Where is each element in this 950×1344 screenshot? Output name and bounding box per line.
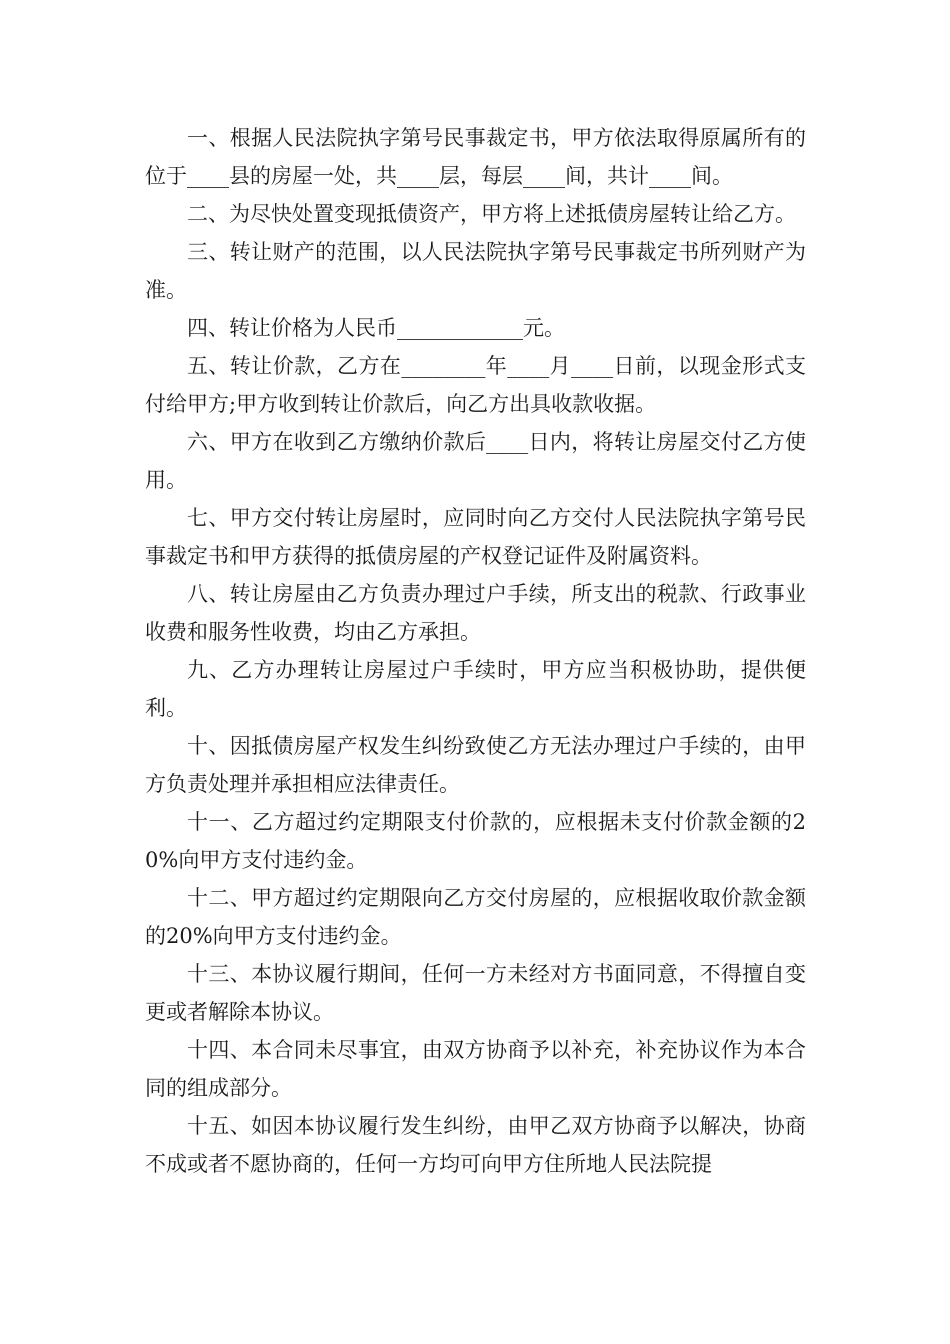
clause-15: 十五、如因本协议履行发生纠纷，由甲乙双方协商予以解决，协商不成或者不愿协商的，任何一方均可向甲方住所地人民法院提 <box>145 1114 806 1176</box>
document-body <box>145 119 806 1183</box>
clause-8: 八、转让房屋由乙方负责办理过户手续，所支出的税款、行政事业收费和服务性收费，均由乙方承担。 <box>145 582 806 644</box>
clause-2: 二、为尽快处置变现抵债资产，甲方将上述抵债房屋转让给乙方。 <box>187 202 796 226</box>
clause-13: 十三、本协议履行期间，任何一方未经对方书面同意，不得擅自变更或者解除本协议。 <box>145 962 806 1024</box>
clause-7: 七、甲方交付转让房屋时，应同时向乙方交付人民法院执字第号民事裁定书和甲方获得的抵债房屋的产权登记证件及附属资料。 <box>145 506 806 568</box>
clause-12: 十二、甲方超过约定期限向乙方交付房屋的，应根据收取价款金额的20%向甲方支付违约金。 <box>145 886 806 948</box>
clause-4: 四、转让价格为人民币____________元。 <box>187 316 565 340</box>
clause-10: 十、因抵债房屋产权发生纠纷致使乙方无法办理过户手续的，由甲方负责处理并承担相应法律责任。 <box>145 734 806 796</box>
clause-6: 六、甲方在收到乙方缴纳价款后____日内，将转让房屋交付乙方使用。 <box>145 430 806 492</box>
clause-1: 一、根据人民法院执字第号民事裁定书，甲方依法取得原属所有的位于____县的房屋一处，共____层，每层____间，共计____间。 <box>145 126 806 188</box>
clause-14: 十四、本合同未尽事宜，由双方协商予以补充，补充协议作为本合同的组成部分。 <box>145 1038 806 1100</box>
clause-11: 十一、乙方超过约定期限支付价款的，应根据未支付价款金额的20%向甲方支付违约金。 <box>145 810 806 872</box>
clause-3: 三、转让财产的范围，以人民法院执字第号民事裁定书所列财产为准。 <box>145 240 806 302</box>
clause-9: 九、乙方办理转让房屋过户手续时，甲方应当积极协助，提供便利。 <box>145 658 806 720</box>
clause-5: 五、转让价款，乙方在________年____月____日前，以现金形式支付给甲方;甲方收到转让价款后，向乙方出具收款收据。 <box>145 354 806 416</box>
